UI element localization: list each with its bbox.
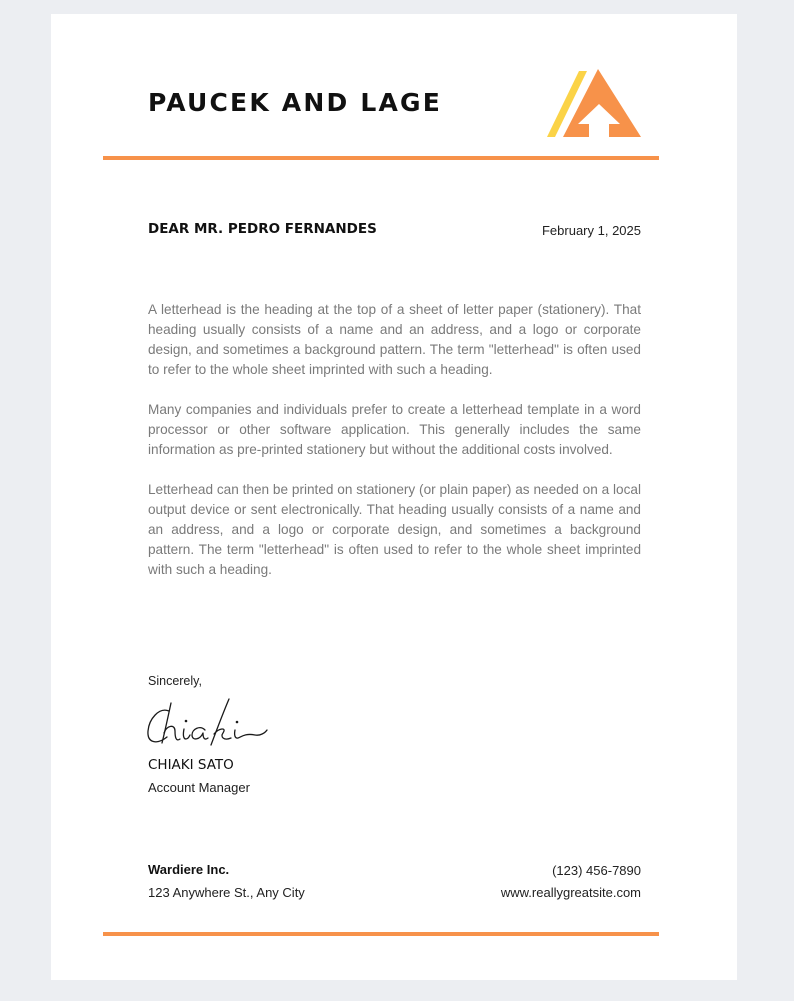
footer-phone: (123) 456-7890 bbox=[552, 863, 641, 878]
footer-website[interactable]: www.reallygreatsite.com bbox=[500, 885, 641, 900]
signer-name: CHIAKI SATO bbox=[148, 757, 234, 773]
body-paragraph: A letterhead is the heading at the top of a sheet of letter paper (stationery). That heading usually consists of a name and an address, and a logo or corporate design, and sometimes a background pattern. The term "letterhead" is often used to refer to the whole sheet imprinted with such a heading. bbox=[148, 302, 641, 377]
letter-body bbox=[148, 300, 641, 600]
signer-title: Account Manager bbox=[148, 780, 250, 795]
logo-orange-triangle bbox=[563, 69, 641, 137]
triangle-arrow-logo-icon bbox=[547, 69, 641, 139]
body-paragraph: Letterhead can then be printed on stationery (or plain paper) as needed on a local output device or sent electronically. That heading usually consists of a name and an address, and a logo or corporate design, and sometimes a background pattern. The term "letterhead" is often used to refer to the whole sheet imprinted with such a heading. bbox=[148, 482, 641, 577]
sign-off: Sincerely, bbox=[148, 674, 202, 688]
letter-date: February 1, 2025 bbox=[541, 223, 641, 238]
salutation: DEAR MR. PEDRO FERNANDES bbox=[148, 221, 377, 237]
header-divider bbox=[103, 156, 659, 160]
footer-divider bbox=[103, 932, 659, 936]
footer-company: Wardiere Inc. bbox=[148, 862, 230, 877]
company-name: PAUCEK AND LAGE bbox=[148, 88, 443, 117]
handwritten-signature bbox=[145, 697, 269, 749]
body-paragraph: Many companies and individuals prefer to create a letterhead template in a word processor or other software application. This generally includes the same information as pre-printed stationery but without the additional costs involved. bbox=[148, 402, 641, 457]
letter-page bbox=[51, 14, 737, 980]
footer-address: 123 Anywhere St., Any City bbox=[148, 885, 305, 900]
